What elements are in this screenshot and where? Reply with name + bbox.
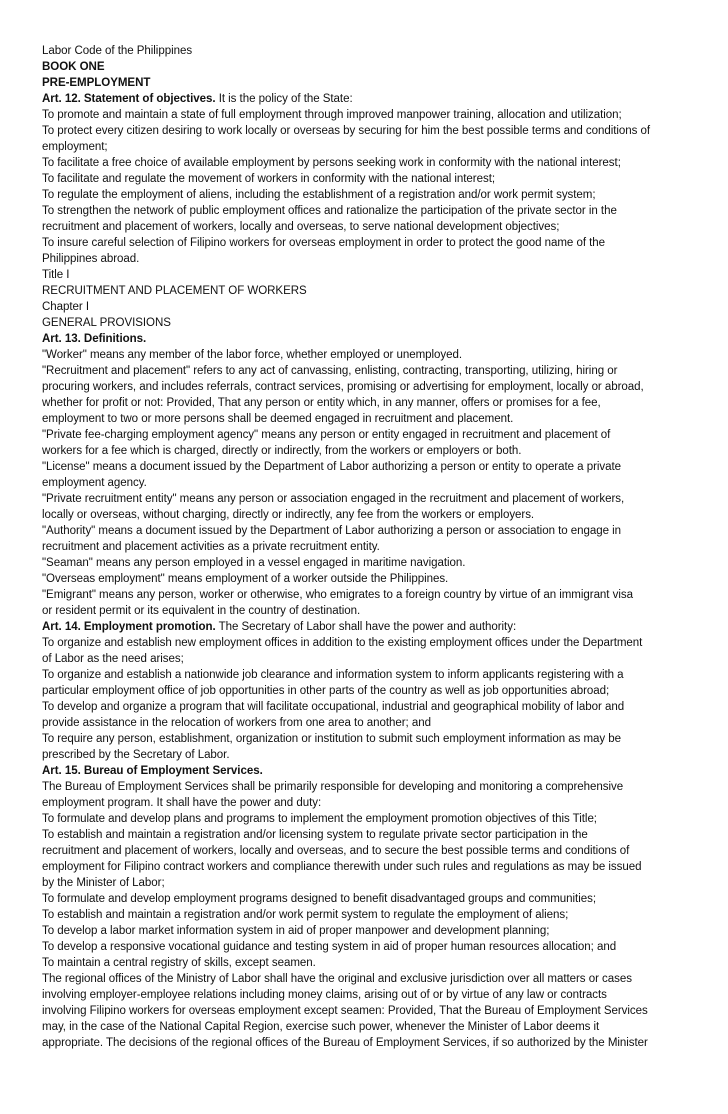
text-line	[42, 939, 708, 955]
line-text: "Seaman" means any person employed in a vessel engaged in maritime navigation.	[42, 557, 466, 569]
line-text: To facilitate and regulate the movement of workers in conformity with the national interest;	[42, 173, 496, 185]
text-line	[42, 667, 708, 683]
line-text: It is the policy of the State:	[215, 93, 353, 105]
text-line	[42, 635, 708, 651]
line-text: To organize and establish new employment offices in addition to the existing employment offices under the Department	[42, 637, 643, 649]
text-line	[42, 1019, 708, 1035]
line-text: The Secretary of Labor shall have the power and authority:	[215, 621, 517, 633]
line-text: Chapter I	[42, 301, 90, 313]
line-text: whether for profit or not: Provided, That any person or entity which, in any manner, offers or promises for a fee,	[42, 397, 601, 409]
line-text: To develop a labor market information system in aid of proper manpower and development planning;	[42, 925, 550, 937]
line-text: employment program. It shall have the power and duty:	[42, 797, 322, 809]
text-line	[42, 1003, 708, 1019]
bold-heading: Art. 13. Definitions.	[42, 333, 147, 345]
text-line	[42, 155, 708, 171]
line-text: To require any person, establishment, organization or institution to submit such employment information as may be	[42, 733, 622, 745]
text-line	[42, 603, 708, 619]
text-line	[42, 619, 708, 635]
text-line	[42, 411, 708, 427]
text-line	[42, 203, 708, 219]
text-line	[42, 1035, 708, 1051]
line-text: particular employment office of job opportunities in other parts of the country as well as job opportunities abroad;	[42, 685, 610, 697]
text-line	[42, 859, 708, 875]
line-text: "Private recruitment entity" means any person or association engaged in the recruitment and placement of workers,	[42, 493, 625, 505]
text-line	[42, 235, 708, 251]
line-text: prescribed by the Secretary of Labor.	[42, 749, 230, 761]
text-line	[42, 331, 708, 347]
line-text: To formulate and develop plans and programs to implement the employment promotion objectives of this Title;	[42, 813, 597, 825]
bold-heading: Art. 14. Employment promotion.	[42, 621, 216, 633]
text-line	[42, 123, 708, 139]
line-text: employment for Filipino contract workers and compliance therewith under such rules and regulations as may be issued	[42, 861, 642, 873]
line-text: To promote and maintain a state of full employment through improved manpower training, allocation and utilization;	[42, 109, 622, 121]
text-line	[42, 779, 708, 795]
text-line	[42, 443, 708, 459]
line-text: "Emigrant" means any person, worker or otherwise, who emigrates to a foreign country by virtue of an immigrant visa	[42, 589, 633, 601]
line-text: RECRUITMENT AND PLACEMENT OF WORKERS	[42, 285, 307, 297]
line-text: Labor Code of the Philippines	[42, 45, 193, 57]
line-text: "Private fee-charging employment agency" means any person or entity engaged in recruitment and placement of	[42, 429, 611, 441]
line-text: Philippines abroad.	[42, 253, 140, 265]
text-line	[42, 811, 708, 827]
text-line	[42, 395, 708, 411]
line-text: The Bureau of Employment Services shall be primarily responsible for developing and monitoring a comprehensive	[42, 781, 624, 793]
line-text: recruitment and placement activities as a private recruitment entity.	[42, 541, 380, 553]
text-line	[42, 187, 708, 203]
text-line	[42, 363, 708, 379]
text-line	[42, 475, 708, 491]
text-line	[42, 315, 708, 331]
text-line	[42, 827, 708, 843]
text-line	[42, 523, 708, 539]
text-line	[42, 507, 708, 523]
line-text: locally or overseas, without charging, directly or indirectly, any fee from the workers or employers.	[42, 509, 535, 521]
bold-heading: Art. 15. Bureau of Employment Services.	[42, 765, 263, 777]
line-text: To regulate the employment of aliens, including the establishment of a registration and/or work permit system;	[42, 189, 596, 201]
text-line	[42, 795, 708, 811]
text-line	[42, 843, 708, 859]
text-line	[42, 251, 708, 267]
text-line	[42, 43, 708, 59]
line-text: or resident permit or its equivalent in the country of destination.	[42, 605, 361, 617]
text-line	[42, 971, 708, 987]
text-line	[42, 955, 708, 971]
line-text: GENERAL PROVISIONS	[42, 317, 171, 329]
text-line	[42, 427, 708, 443]
line-text: recruitment and placement of workers, locally and overseas, and to secure the best possible terms and conditions of	[42, 845, 630, 857]
line-text: To maintain a central registry of skills, except seamen.	[42, 957, 316, 969]
text-line	[42, 587, 708, 603]
line-text: involving Filipino workers for overseas employment except seamen: Provided, That the Bureau of Employment Services	[42, 1005, 648, 1017]
line-text: "Overseas employment" means employment of a worker outside the Philippines.	[42, 573, 449, 585]
line-text: To strengthen the network of public employment offices and rationalize the participation of the private sector in the	[42, 205, 617, 217]
text-line	[42, 763, 708, 779]
text-line	[42, 171, 708, 187]
text-line	[42, 491, 708, 507]
bold-heading: PRE-EMPLOYMENT	[42, 77, 151, 89]
line-text: "Authority" means a document issued by the Department of Labor authorizing a person or association to engage in	[42, 525, 622, 537]
line-text: by the Minister of Labor;	[42, 877, 165, 889]
text-line	[42, 539, 708, 555]
line-text: Title I	[42, 269, 70, 281]
text-line	[42, 907, 708, 923]
line-text: may, in the case of the National Capital Region, exercise such power, whenever the Minister of Labor deems it	[42, 1021, 600, 1033]
text-line	[42, 731, 708, 747]
document-body	[42, 43, 708, 1051]
bold-heading: BOOK ONE	[42, 61, 105, 73]
text-line	[42, 459, 708, 475]
text-line	[42, 59, 708, 75]
line-text: To establish and maintain a registration and/or work permit system to regulate the employment of aliens;	[42, 909, 569, 921]
line-text: employment;	[42, 141, 108, 153]
text-line	[42, 139, 708, 155]
text-line	[42, 699, 708, 715]
line-text: involving employer-employee relations including money claims, arising out of or by virtue of any law or contracts	[42, 989, 607, 1001]
line-text: "Worker" means any member of the labor force, whether employed or unemployed.	[42, 349, 463, 361]
line-text: "License" means a document issued by the Department of Labor authorizing a person or entity to operate a private	[42, 461, 622, 473]
line-text: appropriate. The decisions of the regional offices of the Bureau of Employment Services, if so authorized by the Minister	[42, 1037, 648, 1049]
text-line	[42, 571, 708, 587]
text-line	[42, 651, 708, 667]
line-text: To formulate and develop employment programs designed to benefit disadvantaged groups and communities;	[42, 893, 596, 905]
text-line	[42, 283, 708, 299]
line-text: employment agency.	[42, 477, 147, 489]
line-text: workers for a fee which is charged, directly or indirectly, from the workers or employers or both.	[42, 445, 522, 457]
line-text: procuring workers, and includes referrals, contract services, promising or advertising for employment, locally or abroad,	[42, 381, 644, 393]
text-line	[42, 875, 708, 891]
text-line	[42, 107, 708, 123]
line-text: To establish and maintain a registration and/or licensing system to regulate private sector participation in the	[42, 829, 588, 841]
text-line	[42, 91, 708, 107]
text-line	[42, 299, 708, 315]
line-text: To protect every citizen desiring to work locally or overseas by securing for him the best possible terms and conditions of	[42, 125, 651, 137]
line-text: To develop and organize a program that will facilitate occupational, industrial and geographical mobility of labor and	[42, 701, 625, 713]
text-line	[42, 747, 708, 763]
text-line	[42, 555, 708, 571]
line-text: To facilitate a free choice of available employment by persons seeking work in conformity with the national interest;	[42, 157, 621, 169]
bold-heading: Art. 12. Statement of objectives.	[42, 93, 216, 105]
text-line	[42, 987, 708, 1003]
line-text: The regional offices of the Ministry of Labor shall have the original and exclusive jurisdiction over all matters or cases	[42, 973, 632, 985]
line-text: provide assistance in the relocation of workers from one area to another; and	[42, 717, 431, 729]
text-line	[42, 891, 708, 907]
line-text: "Recruitment and placement" refers to any act of canvassing, enlisting, contracting, transporting, utilizing, hiring or	[42, 365, 618, 377]
text-line	[42, 379, 708, 395]
line-text: To organize and establish a nationwide job clearance and information system to inform applicants registering with a	[42, 669, 624, 681]
text-line	[42, 347, 708, 363]
text-line	[42, 715, 708, 731]
line-text: employment to two or more persons shall be deemed engaged in recruitment and placement.	[42, 413, 514, 425]
line-text: recruitment and placement of workers, locally and overseas, to serve national development objectives;	[42, 221, 560, 233]
line-text: To develop a responsive vocational guidance and testing system in aid of proper human resources allocation; and	[42, 941, 617, 953]
text-line	[42, 267, 708, 283]
line-text: of Labor as the need arises;	[42, 653, 184, 665]
text-line	[42, 75, 708, 91]
text-line	[42, 219, 708, 235]
text-line	[42, 683, 708, 699]
line-text: To insure careful selection of Filipino workers for overseas employment in order to protect the good name of the	[42, 237, 606, 249]
text-line	[42, 923, 708, 939]
